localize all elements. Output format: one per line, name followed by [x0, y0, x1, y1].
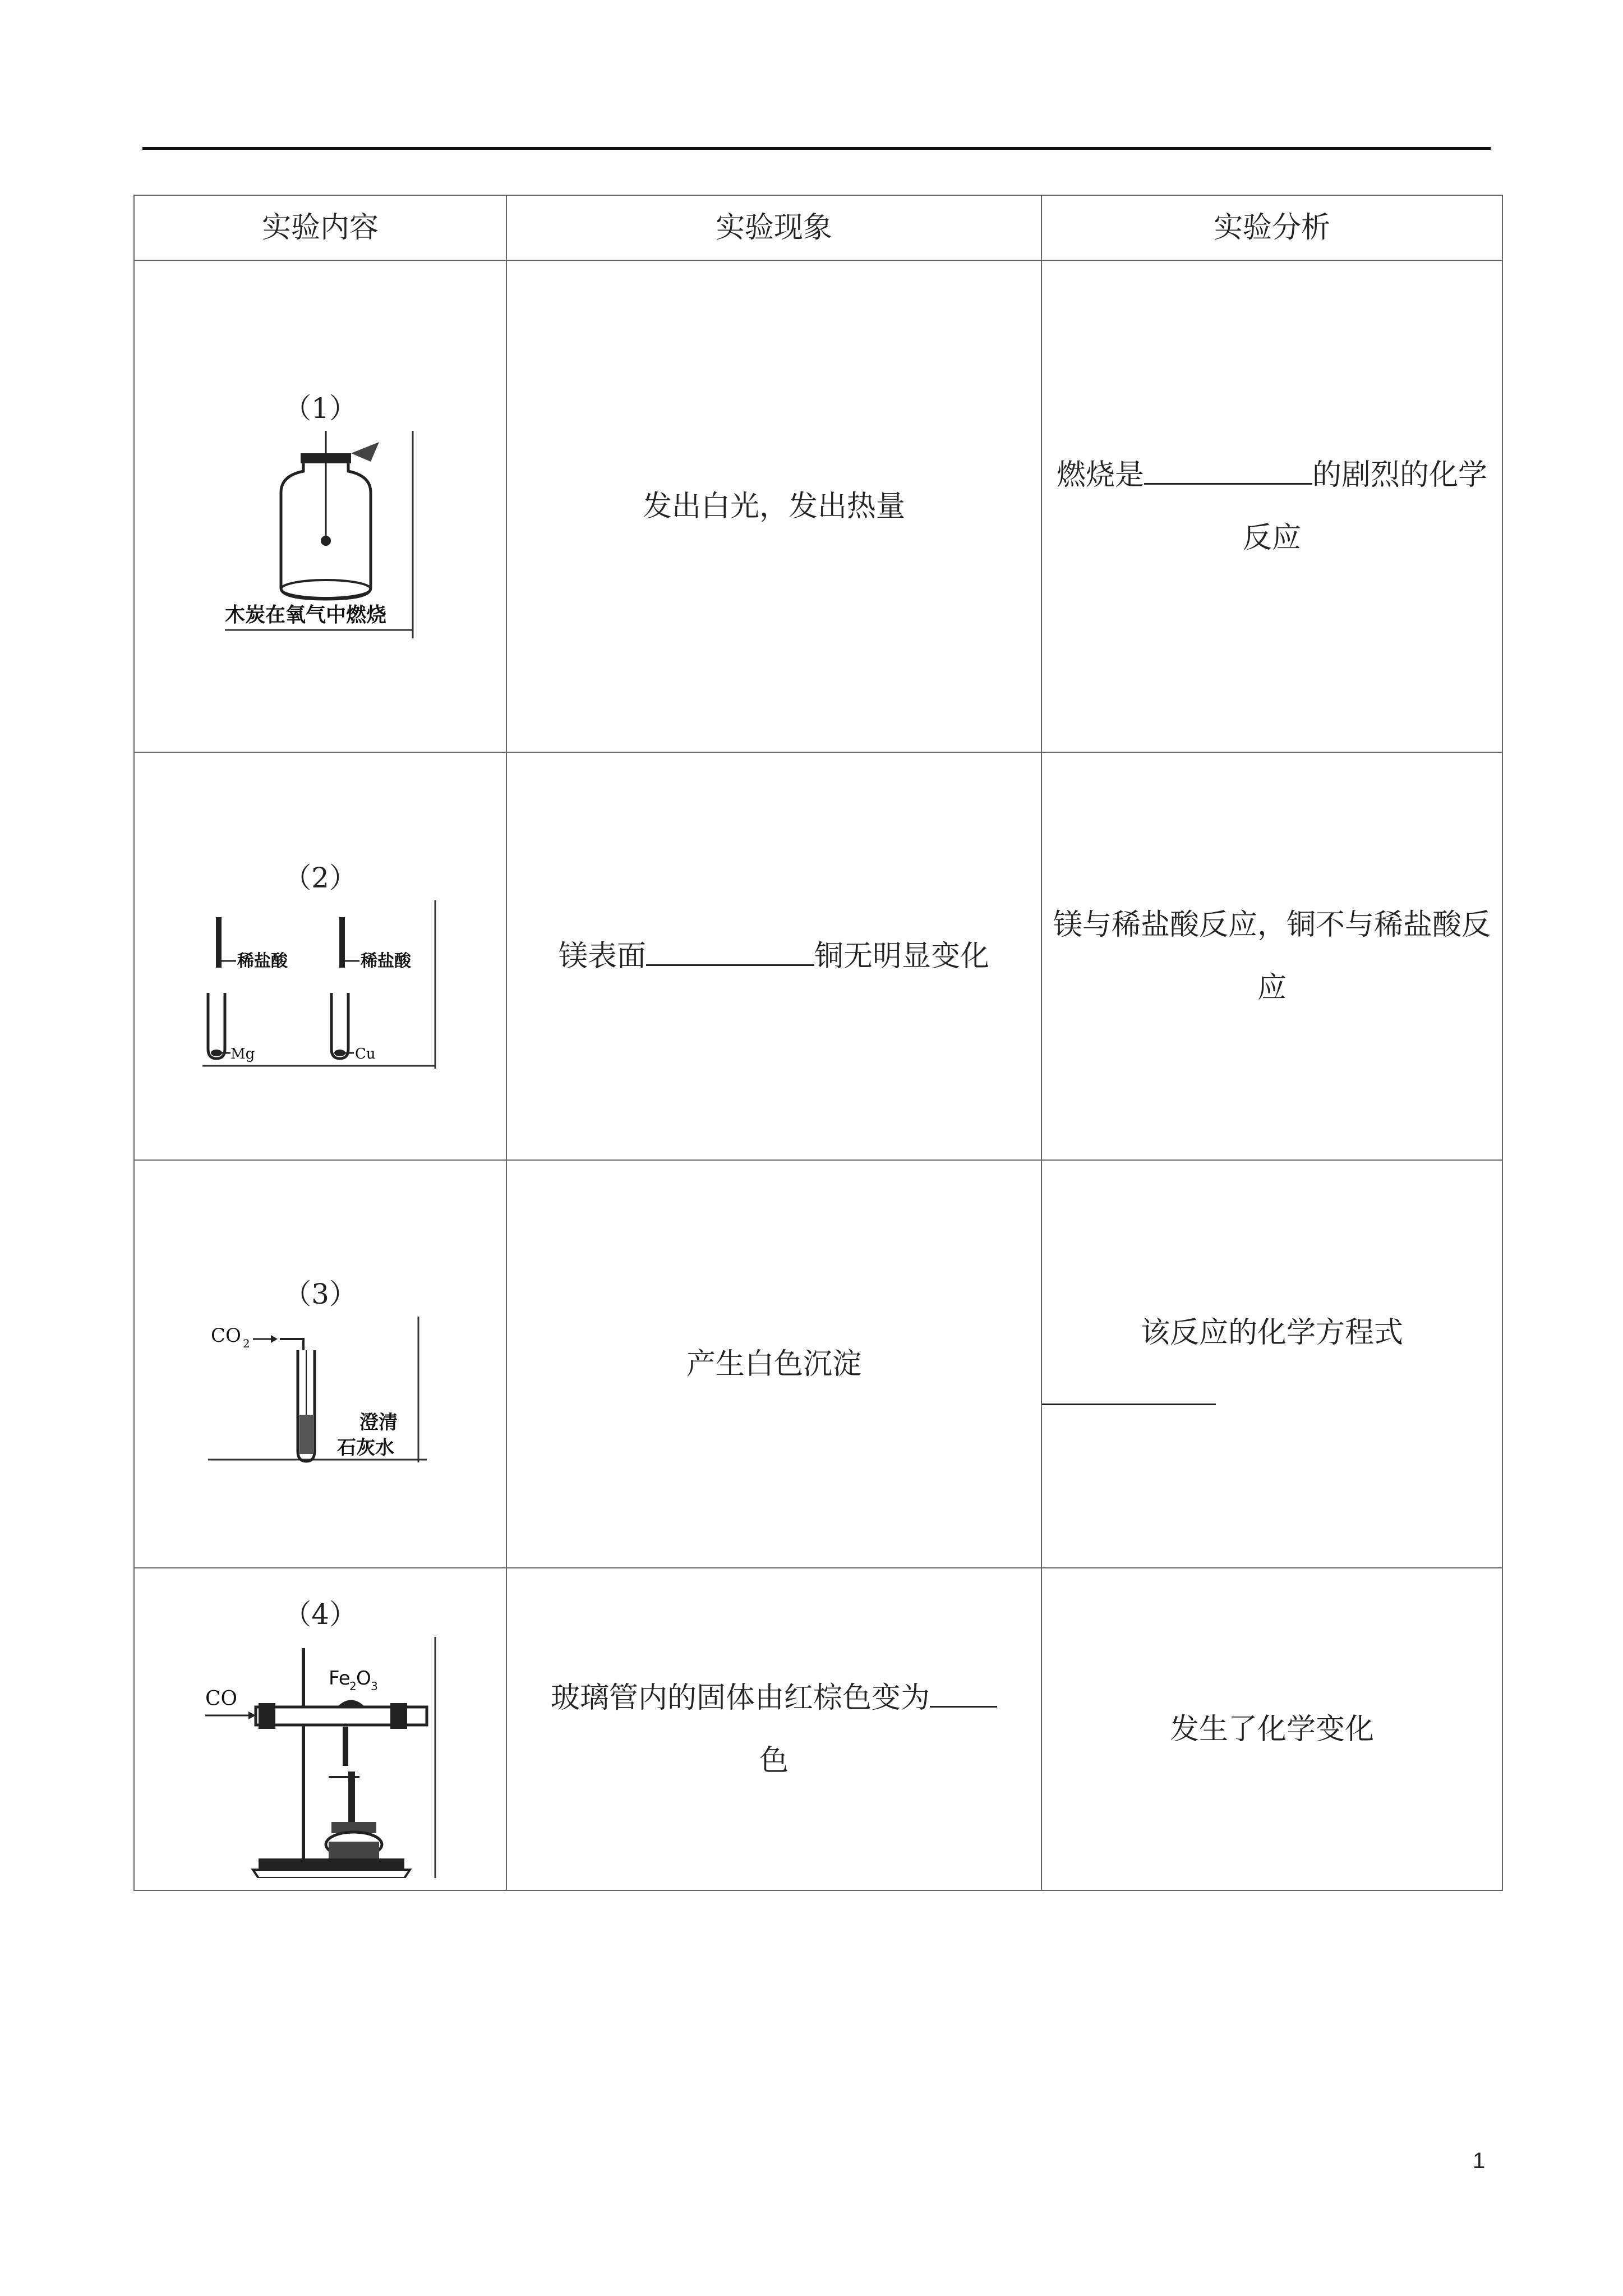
answer-blank[interactable] — [646, 935, 814, 966]
charcoal-oxygen-figure — [219, 431, 421, 638]
mg-label: Mg — [230, 1045, 255, 1062]
header-content: 实验内容 — [134, 195, 506, 260]
acid-label: 稀盐酸 — [361, 951, 411, 971]
phenomenon-text-before: 玻璃管内的固体由红棕色变为 — [550, 1681, 930, 1715]
co2-label: CO — [211, 1324, 241, 1347]
analysis-text: 该反应的化学方程式 — [1140, 1315, 1403, 1350]
header-analysis: 实验分析 — [1041, 195, 1502, 260]
page-number: 1 — [1473, 2148, 1486, 2173]
table-row — [134, 1160, 1502, 1568]
experiment-table — [133, 195, 1503, 1891]
acid-label: 稀盐酸 — [237, 951, 288, 971]
header-phenomenon: 实验现象 — [506, 195, 1041, 260]
analysis-cell-4 — [1041, 1568, 1502, 1890]
experiment-number: （3） — [283, 1277, 357, 1310]
phenomenon-cell-3 — [506, 1160, 1041, 1568]
phenomenon-cell-1 — [506, 260, 1041, 752]
co2-limewater-figure — [208, 1317, 432, 1468]
analysis-text-after: 的剧烈的化学反应 — [1242, 458, 1488, 555]
experiment-number: （2） — [283, 861, 357, 894]
figure-label: 木炭在氧气中燃烧 — [225, 603, 387, 627]
co-fe2o3-figure — [202, 1637, 438, 1878]
phenomenon-cell-2 — [506, 752, 1041, 1160]
experiment-cell-4 — [134, 1568, 506, 1890]
analysis-cell-1 — [1041, 260, 1502, 752]
experiment-cell-3 — [134, 1160, 506, 1568]
limewater-label-2: 石灰水 — [337, 1436, 394, 1459]
analysis-cell-3 — [1041, 1160, 1502, 1568]
experiment-number: （1） — [283, 392, 357, 425]
co2-subscript: 2 — [243, 1336, 250, 1350]
experiment-cell-1 — [134, 260, 506, 752]
experiment-cell-2 — [134, 752, 506, 1160]
table-row — [134, 752, 1502, 1160]
phenomenon-text: 发出白光，发出热量 — [642, 489, 905, 523]
analysis-text-before: 燃烧是 — [1056, 458, 1144, 492]
co-label: CO — [205, 1687, 238, 1710]
answer-blank[interactable] — [930, 1677, 997, 1708]
answer-blank[interactable] — [1144, 454, 1312, 485]
fe-label: Fe — [329, 1667, 351, 1690]
table-row — [134, 260, 1502, 752]
table-header-row — [134, 195, 1502, 260]
analysis-text: 发生了化学变化 — [1169, 1712, 1374, 1746]
cu-label: Cu — [355, 1045, 376, 1062]
o-subscript: 3 — [371, 1679, 378, 1693]
fe-subscript: 2 — [349, 1679, 357, 1693]
phenomenon-text: 产生白色沉淀 — [686, 1347, 861, 1381]
analysis-cell-2 — [1041, 752, 1502, 1160]
mg-cu-acid-figure — [202, 900, 438, 1069]
header-rule — [142, 147, 1491, 150]
phenomenon-text-before: 镁表面 — [558, 939, 646, 973]
analysis-text: 镁与稀盐酸反应，铜不与稀盐酸反应 — [1053, 908, 1491, 1005]
phenomenon-text-after: 色 — [759, 1743, 789, 1778]
answer-blank[interactable] — [1042, 1374, 1216, 1405]
table-row — [134, 1568, 1502, 1890]
phenomenon-text-after: 铜无明显变化 — [814, 939, 990, 973]
limewater-label-1: 澄清 — [359, 1411, 398, 1434]
o-label: O — [356, 1667, 371, 1690]
experiment-number: （4） — [283, 1598, 357, 1631]
phenomenon-cell-4 — [506, 1568, 1041, 1890]
